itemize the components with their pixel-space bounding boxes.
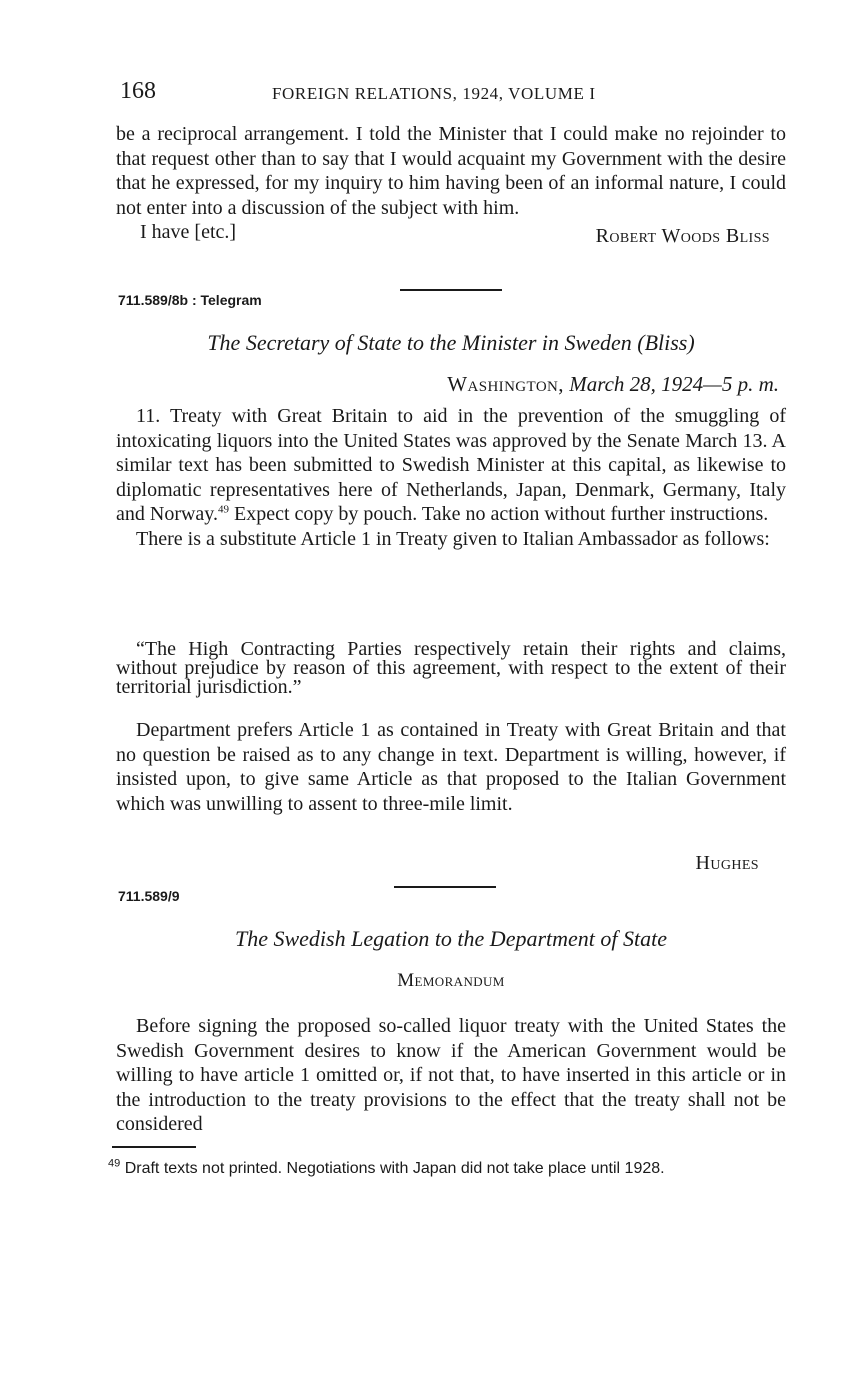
dateline-date: March 28, 1924—5 p. m. [569,372,779,396]
quoted-article-text: “The High Contracting Parties respectively retain their rights and claims, without prejudice by reason of this agreement, with respect to the extent of their territorial jurisdiction.” [116,638,786,698]
continuation-block [116,122,786,246]
footnote-rule [112,1146,196,1148]
signature-bliss: Robert Woods Bliss [595,225,770,247]
file-number-2: 711.589/9 [118,888,180,904]
section-divider-2 [394,886,496,888]
memo-body [116,1014,786,1137]
memorandum-title: Memorandum [397,970,505,991]
dateline-place: Washington, [447,372,564,396]
memo-heading: The Swedish Legation to the Department of State [234,926,668,951]
closing-formula: I have [etc.] [140,221,237,243]
section-divider [400,289,502,291]
memo-paragraph-1: Before signing the proposed so-called liquor treaty with the United States the Swedish Government desires to know if the American Government would be willing to have article 1 omitted or, if not that, to have inserted in this article or in the introduction to the treaty provisions to the effect that the treaty shall not be considered [116,1015,786,1135]
signature-hughes: Hughes [695,852,759,874]
telegram-heading: The Secretary of State to the Minister in Sweden (Bliss) [207,330,695,355]
telegram-paragraph-1 [116,404,786,527]
file-number: 711.589/8b : Telegram [118,292,262,308]
page-number: 168 [120,78,156,104]
page-header [120,78,800,108]
footnote-text: Draft texts not printed. Negotiations with Japan did not take place until 1928. [120,1160,665,1177]
continuation-paragraph: be a reciprocal arrangement. I told the Minister that I could make no rejoinder to that request other than to say that I would acquaint my Government with the desire that he expressed, for my inquiry to him having been of an informal nature, I could not enter into a discussion of the subject with him. [116,123,786,219]
quoted-article [116,640,786,697]
footnote-number: 49 [108,1157,121,1170]
running-head: FOREIGN RELATIONS, 1924, VOLUME I [272,84,596,103]
telegram-body-2 [116,718,786,816]
telegram-paragraph-3: Department prefers Article 1 as contained in Treaty with Great Britain and that no question be raised as to any change in text. Department is willing, however, if insisted upon, to give same Article as that proposed to the Italian Government which was unwilling to assent to three-mile limit. [116,719,786,815]
footnote-reference: 49 [218,503,230,516]
letter-closing [116,220,786,246]
footnote [108,1157,780,1178]
dateline [447,372,779,397]
telegram-paragraph-2: There is a substitute Article 1 in Treaty given to Italian Ambassador as follows: [136,527,770,550]
telegram-paragraph-1-text: 11. Treaty with Great Britain to aid in the prevention of the smuggling of intoxicating liquors into the United States was approved by the Senate March 13. A similar text has been submitted to Swedish Minister at this capital, as likewise to diplomatic representatives here of Netherlands, Japan, Denmark, Germany, Italy and Norway. [116,405,786,525]
telegram-paragraph-1-end: Expect copy by pouch. Take no action without further instructions. [229,503,769,525]
telegram-body [116,404,786,551]
